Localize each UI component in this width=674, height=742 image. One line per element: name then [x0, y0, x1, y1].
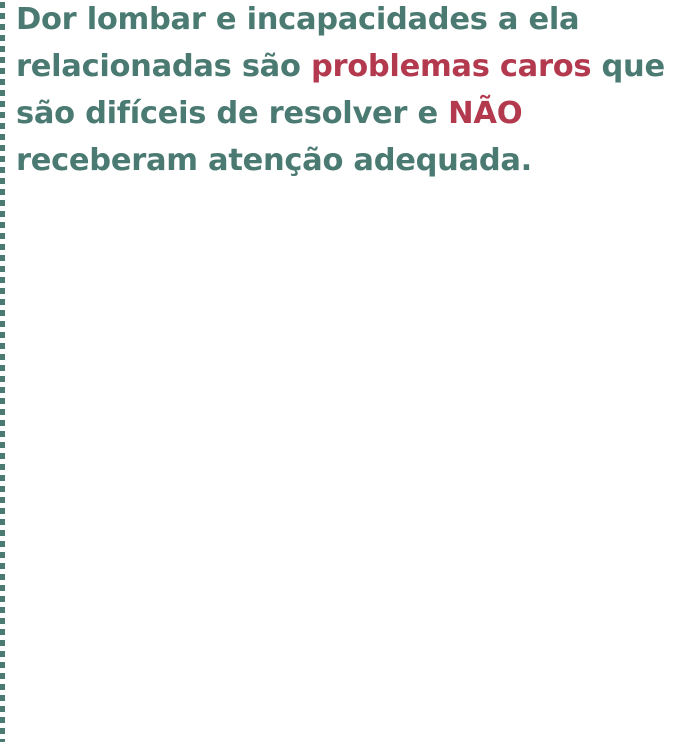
quote-highlight-problemas-caros: problemas caros — [310, 49, 592, 84]
quote-text-part-3: receberam atenção adequada. — [16, 143, 532, 178]
quote-highlight-nao: NÃO — [448, 96, 523, 131]
quote-text-part-2: que são difíceis de resolver e — [16, 49, 665, 131]
callout-quote — [16, 0, 672, 184]
quote-text-part-1: Dor lombar e incapacidades a ela relacionadas são — [16, 2, 580, 84]
dotted-left-border — [0, 2, 5, 742]
